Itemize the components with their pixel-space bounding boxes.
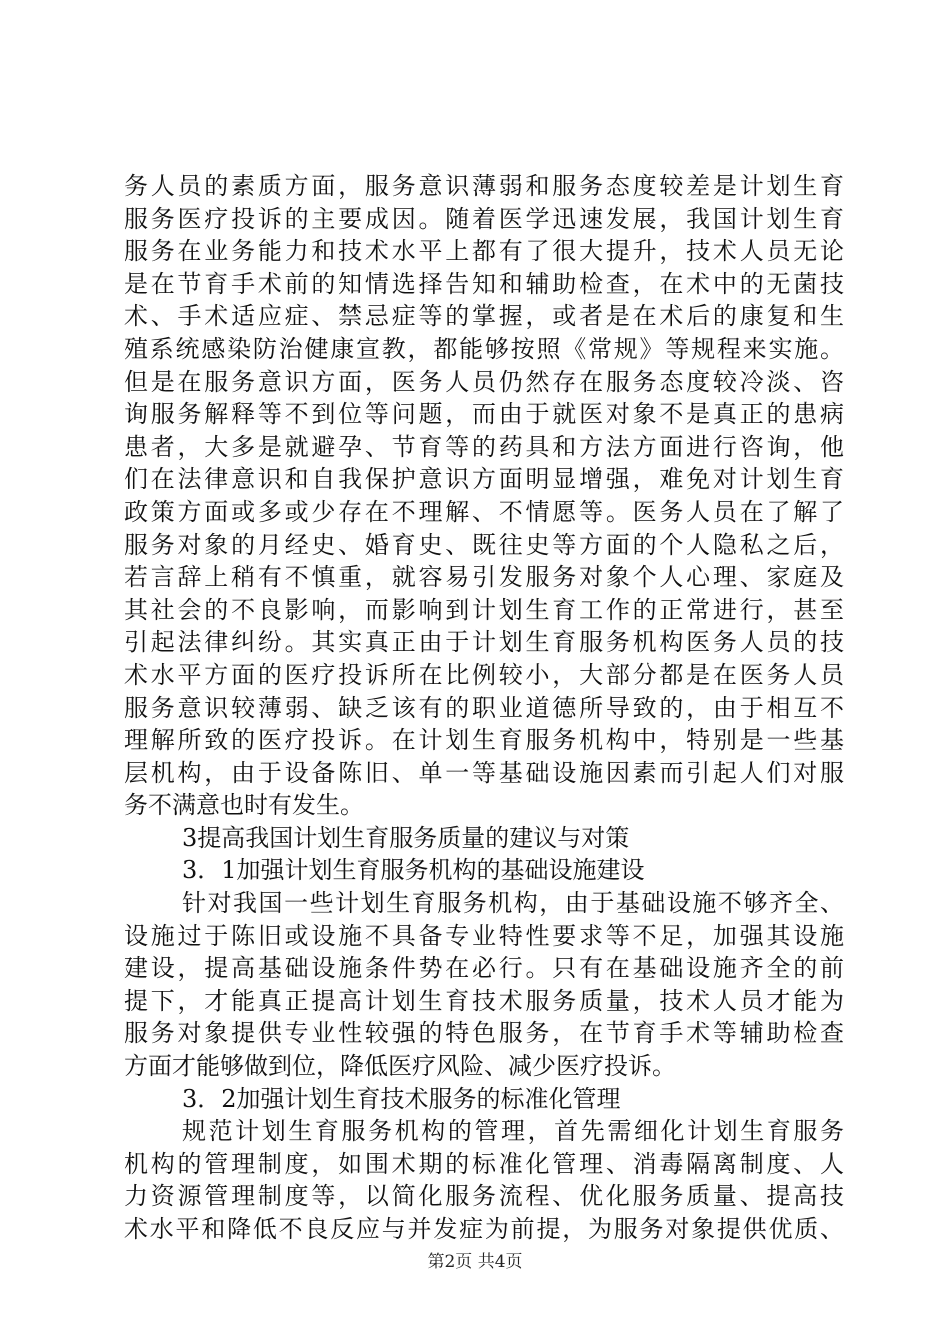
text-line: 其社会的不良影响，而影响到计划生育工作的正常进行，甚至 (124, 595, 844, 624)
text-line: 机构的管理制度，如围术期的标准化管理、消毒隔离制度、人 (124, 1149, 844, 1178)
paragraph-infrastructure (124, 887, 844, 1083)
text-line: 建设，提高基础设施条件势在必行。只有在基础设施齐全的前 (124, 954, 844, 983)
text-line: 针对我国一些计划生育服务机构，由于基础设施不够齐全、 (182, 889, 844, 918)
text-line: 们在法律意识和自我保护意识方面明显增强，难免对计划生育 (124, 465, 844, 494)
text-line: 但是在服务意识方面，医务人员仍然存在服务态度较冷淡、咨 (124, 367, 844, 396)
text-line: 层机构，由于设备陈旧、单一等基础设施因素而引起人们对服 (124, 758, 844, 787)
section-heading-3-1: 3．1加强计划生育服务机构的基础设施建设 (182, 856, 645, 885)
paragraph-service-awareness (124, 170, 844, 822)
text-line: 务人员的素质方面，服务意识薄弱和服务态度较差是计划生育 (124, 172, 844, 200)
paragraph-standardization (124, 1115, 844, 1245)
text-line: 政策方面或多或少存在不理解、不情愿等。医务人员在了解了 (124, 497, 844, 526)
text-line: 引起法律纠纷。其实真正由于计划生育服务机构医务人员的技 (124, 628, 844, 657)
text-line: 务不满意也时有发生。 (124, 791, 364, 820)
text-line: 服务在业务能力和技术水平上都有了很大提升，技术人员无论 (124, 237, 844, 266)
text-line: 若言辞上稍有不慎重，就容易引发服务对象个人心理、家庭及 (124, 563, 844, 592)
page-number-footer: 第2页 共4页 (427, 1252, 523, 1272)
text-line: 术、手术适应症、禁忌症等的掌握，或者是在术后的康复和生 (124, 302, 844, 331)
text-line: 提下，才能真正提高计划生育技术服务质量，技术人员才能为 (124, 986, 844, 1015)
text-line: 规范计划生育服务机构的管理，首先需细化计划生育服务 (182, 1117, 844, 1146)
section-heading-3: 3提高我国计划生育服务质量的建议与对策 (182, 823, 630, 852)
text-line: 力资源管理制度等，以简化服务流程、优化服务质量、提高技 (124, 1182, 844, 1211)
section-heading-3-2: 3．2加强计划生育技术服务的标准化管理 (182, 1084, 621, 1113)
text-line: 服务意识较薄弱、缺乏该有的职业道德所导致的，由于相互不 (124, 693, 844, 722)
text-line: 理解所致的医疗投诉。在计划生育服务机构中，特别是一些基 (124, 726, 844, 755)
text-line: 患者，大多是就避孕、节育等的药具和方法方面进行咨询，他 (124, 432, 844, 461)
text-line: 服务对象提供专业性较强的特色服务，在节育手术等辅助检查 (124, 1019, 844, 1048)
text-line: 是在节育手术前的知情选择告知和辅助检查，在术中的无菌技 (124, 269, 844, 298)
text-line: 殖系统感染防治健康宣教，都能够按照《常规》等规程来实施。 (124, 334, 844, 363)
text-line: 术水平方面的医疗投诉所在比例较小，大部分都是在医务人员 (124, 660, 844, 689)
text-line: 服务医疗投诉的主要成因。随着医学迅速发展，我国计划生育 (124, 204, 844, 233)
text-line: 服务对象的月经史、婚育史、既往史等方面的个人隐私之后， (124, 530, 844, 559)
text-line: 设施过于陈旧或设施不具备专业特性要求等不足，加强其设施 (124, 921, 844, 950)
text-line: 方面才能够做到位，降低医疗风险、减少医疗投诉。 (124, 1052, 676, 1081)
text-line: 询服务解释等不到位等问题，而由于就医对象不是真正的患病 (124, 400, 844, 429)
document-body (124, 170, 844, 1246)
text-line: 术水平和降低不良反应与并发症为前提，为服务对象提供优质、 (124, 1215, 844, 1243)
